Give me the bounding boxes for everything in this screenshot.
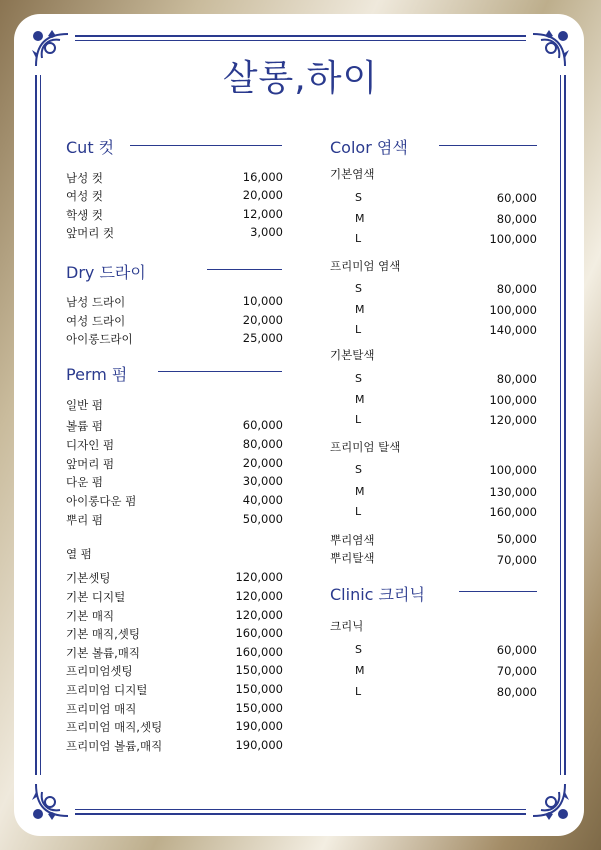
menu-price: 60,000	[496, 643, 537, 657]
subgroup-label: 프리미엄 탈색	[330, 440, 401, 454]
size-label: S	[355, 372, 362, 385]
menu-price: 160,000	[235, 645, 283, 659]
subgroup-label: 일반 펌	[66, 398, 103, 412]
size-label: M	[355, 212, 365, 225]
menu-price: 80,000	[496, 212, 537, 226]
menu-price: 50,000	[496, 532, 537, 546]
menu-item: 기본 볼륨,매직	[66, 646, 140, 660]
menu-item: 디자인 펌	[66, 438, 115, 452]
menu-price: 20,000	[242, 456, 283, 470]
menu-price: 60,000	[242, 418, 283, 432]
section-heading-cut: Cut 컷	[66, 138, 115, 157]
menu-price: 12,000	[242, 207, 283, 221]
menu-item: 여성 컷	[66, 189, 103, 203]
menu-price: 100,000	[489, 393, 537, 407]
menu-price: 120,000	[235, 570, 283, 584]
size-label: S	[355, 191, 362, 204]
size-label: L	[355, 232, 362, 245]
menu-item: 프리미엄 볼륨,매직	[66, 739, 163, 753]
divider	[130, 145, 282, 146]
menu-price: 10,000	[242, 294, 283, 308]
menu-price: 140,000	[489, 323, 537, 337]
menu-item: 프리미엄셋팅	[66, 664, 133, 678]
menu-price: 100,000	[489, 303, 537, 317]
subgroup-label: 기본탈색	[330, 348, 375, 362]
menu-price: 150,000	[235, 663, 283, 677]
menu-price: 20,000	[242, 313, 283, 327]
menu-price: 20,000	[242, 188, 283, 202]
section-heading-clinic: Clinic 크리닉	[330, 585, 425, 604]
divider	[439, 145, 537, 146]
subgroup-label: 열 펌	[66, 547, 92, 561]
size-label: L	[355, 505, 362, 518]
menu-item: 남성 드라이	[66, 295, 126, 309]
menu-price: 50,000	[242, 512, 283, 526]
divider	[207, 269, 282, 270]
menu-item: 여성 드라이	[66, 314, 126, 328]
page-title: 살롱,하이	[222, 58, 379, 99]
menu-price: 3,000	[250, 225, 283, 239]
menu-price: 70,000	[496, 664, 537, 678]
menu-item: 프리미엄 디지털	[66, 683, 148, 697]
menu-price: 16,000	[242, 170, 283, 184]
subgroup-label: 기본염색	[330, 167, 375, 181]
size-label: S	[355, 463, 362, 476]
menu-price: 80,000	[496, 282, 537, 296]
menu-price: 150,000	[235, 701, 283, 715]
menu-item: 기본 매직,셋팅	[66, 627, 140, 641]
menu-price: 30,000	[242, 474, 283, 488]
menu-price: 120,000	[235, 589, 283, 603]
corner-ornament-icon	[30, 778, 74, 822]
section-heading-dry: Dry 드라이	[66, 263, 146, 282]
menu-item: 아이롱드라이	[66, 332, 133, 346]
menu-price: 40,000	[242, 493, 283, 507]
menu-price: 100,000	[489, 463, 537, 477]
menu-price: 190,000	[235, 738, 283, 752]
corner-ornament-icon	[527, 778, 571, 822]
divider	[459, 591, 537, 592]
size-label: M	[355, 303, 365, 316]
size-label: S	[355, 643, 362, 656]
size-label: L	[355, 413, 362, 426]
menu-price: 25,000	[242, 331, 283, 345]
size-label: L	[355, 323, 362, 336]
menu-item: 기본 디지털	[66, 590, 126, 604]
menu-price: 80,000	[496, 685, 537, 699]
menu-item: 뿌리염색	[330, 533, 375, 547]
menu-item: 남성 컷	[66, 171, 103, 185]
menu-item: 프리미엄 매직	[66, 702, 137, 716]
menu-item: 앞머리 컷	[66, 226, 115, 240]
menu-item: 앞머리 펌	[66, 457, 115, 471]
menu-item: 기본 매직	[66, 609, 115, 623]
menu-price: 160,000	[235, 626, 283, 640]
menu-price: 160,000	[489, 505, 537, 519]
subgroup-label: 크리닉	[330, 619, 364, 633]
menu-item: 볼륨 펌	[66, 419, 103, 433]
menu-price: 150,000	[235, 682, 283, 696]
divider	[158, 371, 282, 372]
subgroup-label: 프리미엄 염색	[330, 259, 401, 273]
menu-price: 80,000	[242, 437, 283, 451]
section-heading-color: Color 염색	[330, 138, 408, 157]
menu-item: 다운 펌	[66, 475, 103, 489]
size-label: M	[355, 485, 365, 498]
menu-price: 130,000	[489, 485, 537, 499]
size-label: L	[355, 685, 362, 698]
menu-price: 190,000	[235, 719, 283, 733]
menu-item: 프리미엄 매직,셋팅	[66, 720, 163, 734]
menu-item: 기본셋팅	[66, 571, 111, 585]
section-heading-perm: Perm 펌	[66, 365, 128, 384]
size-label: M	[355, 393, 365, 406]
size-label: S	[355, 282, 362, 295]
menu-price: 70,000	[496, 553, 537, 567]
menu-item: 뿌리 펌	[66, 513, 103, 527]
size-label: M	[355, 664, 365, 677]
menu-price: 120,000	[235, 608, 283, 622]
menu-item: 학생 컷	[66, 208, 103, 222]
menu-price: 80,000	[496, 372, 537, 386]
menu-price: 120,000	[489, 413, 537, 427]
menu-item: 아이롱다운 펌	[66, 494, 137, 508]
menu-item: 뿌리탈색	[330, 551, 375, 565]
menu-price: 100,000	[489, 232, 537, 246]
menu-price: 60,000	[496, 191, 537, 205]
